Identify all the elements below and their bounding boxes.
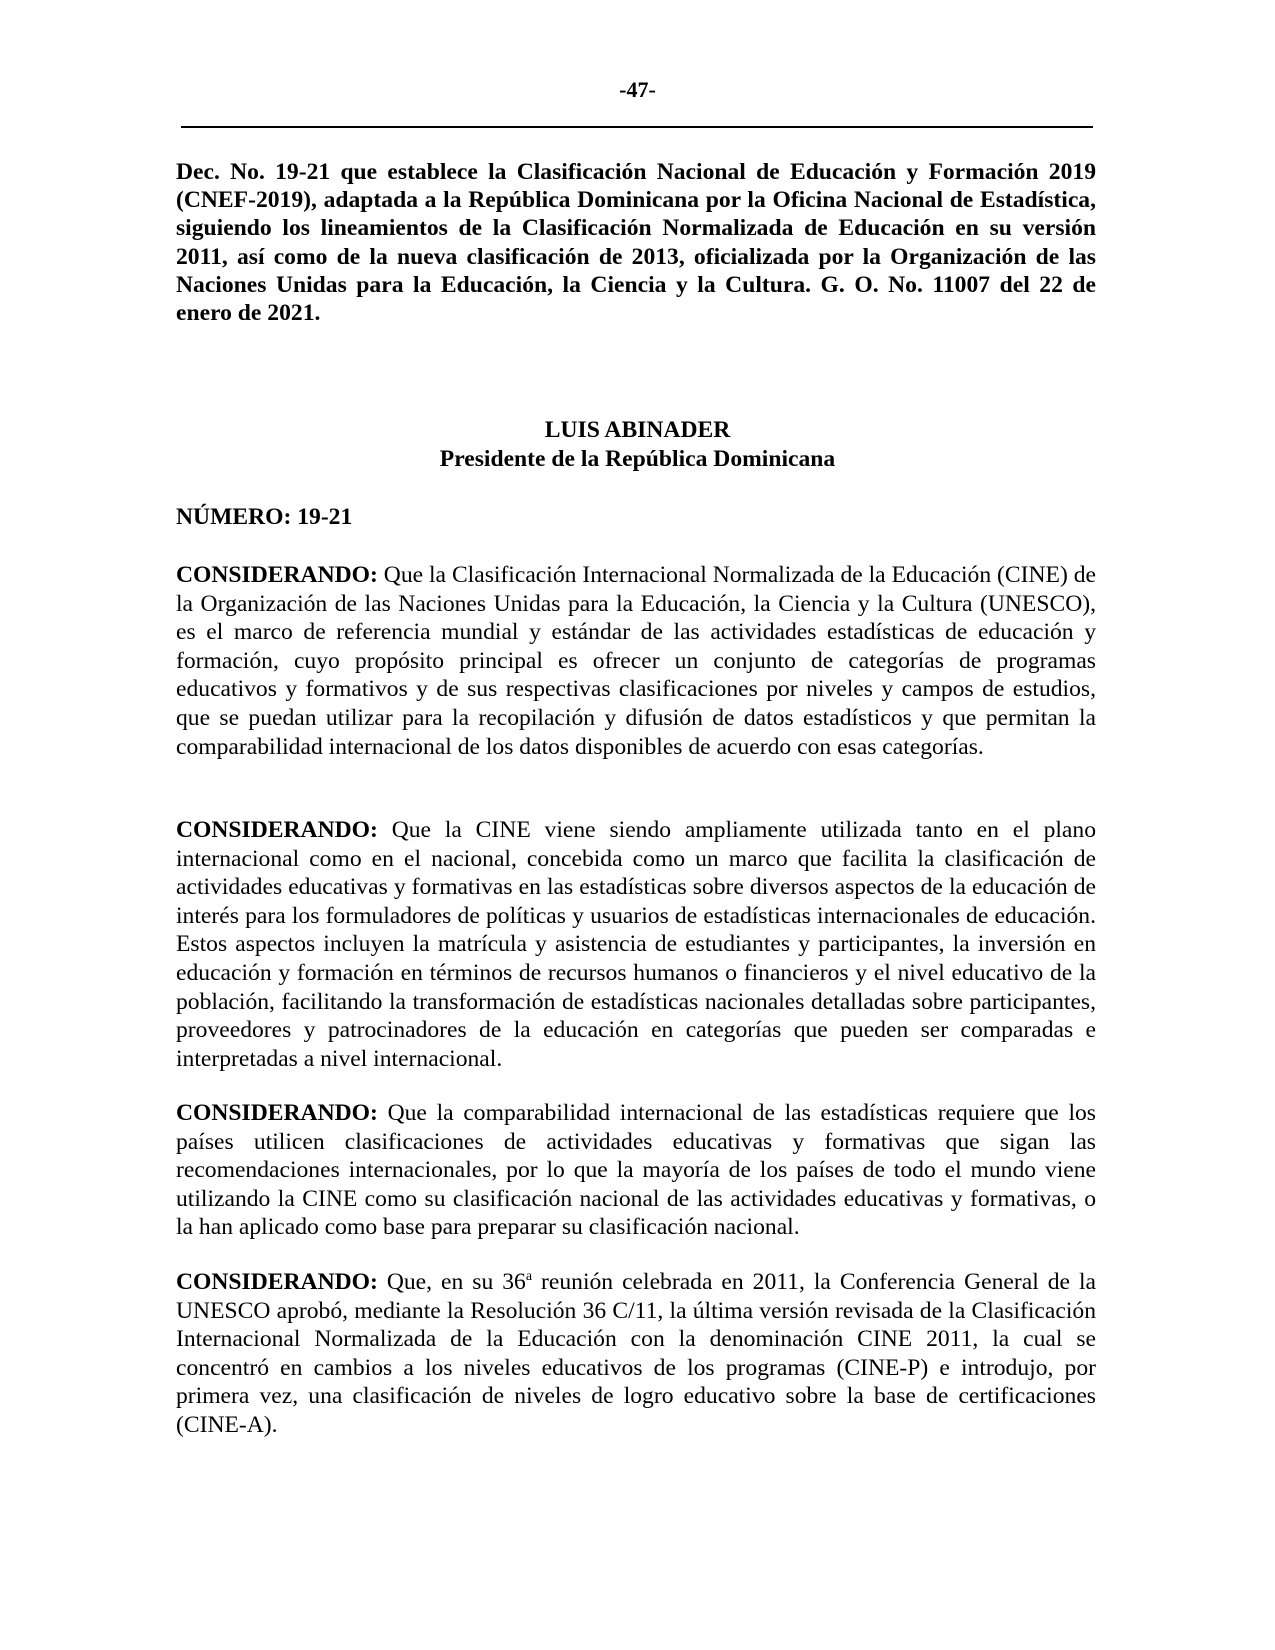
considerando-paragraph	[176, 1099, 1096, 1242]
considerando-text-end: reunión celebrada en 2011, la Conferencia General de la UNESCO aprobó, mediante la Resolución 36 C/11, la última versión revisada de la Clasificación Internacional Normalizada de la Educación con la denominación CINE 2011, la cual se concentró en cambios a los niveles educativos de los programas (CINE-P) e introdujo, por primera vez, una clasificación de niveles de logro educativo sobre la base de certificaciones (CINE-A).	[176, 1269, 1096, 1438]
considerando-label: CONSIDERANDO:	[176, 1100, 378, 1126]
page-number: -47-	[619, 77, 656, 102]
considerando-paragraph	[176, 816, 1096, 1073]
considerando-text-start: Que, en su 36	[377, 1269, 526, 1295]
considerando-text: Que la CINE viene siendo ampliamente utilizada tanto en el plano internacional como en el nacional, concebida como un marco que facilita la clasificación de actividades educativas y formativas en las estadísticas sobre diversos aspectos de la educación de interés para los formuladores de políticas y usuarios de estadísticas internacionales de educación. Estos aspectos incluyen la matrícula y asistencia de estudiantes y participantes, la inversión en educación y formación en términos de recursos humanos o financieros y el nivel educativo de la población, facilitando la transformación de estadísticas nacionales detalladas sobre participantes, proveedores y patrocinadores de la educación en categorías que pueden ser comparadas e interpretadas a nivel internacional.	[176, 817, 1096, 1072]
ordinal-superscript: a	[525, 1269, 533, 1285]
decree-title: Dec. No. 19-21 que establece la Clasificación Nacional de Educación y Formación 2019 (CNEF-2019), adaptada a la República Dominicana por la Oficina Nacional de Estadística, siguiendo los lineamientos de la Clasificación Normalizada de Educación en su versión 2011, así como de la nueva clasificación de 2013, oficializada por la Organización de las Naciones Unidas para la Educación, la Ciencia y la Cultura. G. O. No. 11007 del 22 de enero de 2021.	[176, 159, 1096, 327]
considerando-text: Que la comparabilidad internacional de las estadísticas requiere que los países utilicen clasificaciones de actividades educativas y formativas que sigan las recomendaciones internacionales, por lo que la mayoría de los países de todo el mundo viene utilizando la CINE como su clasificación nacional de las actividades educativas y formativas, o la han aplicado como base para preparar su clasificación nacional.	[176, 1100, 1096, 1241]
decree-number: NÚMERO: 19-21	[176, 504, 353, 530]
considerando-label: CONSIDERANDO:	[176, 562, 378, 588]
header-divider	[181, 126, 1093, 128]
signatory-block	[0, 416, 1275, 473]
considerando-paragraph	[176, 1268, 1096, 1440]
considerando-text: Que la Clasificación Internacional Normalizada de la Educación (CINE) de la Organización de las Naciones Unidas para la Educación, la Ciencia y la Cultura (UNESCO), es el marco de referencia mundial y estándar de las actividades estadísticas de educación y formación, cuyo propósito principal es ofrecer un conjunto de categorías de programas educativos y formativos y de sus respectivas clasificaciones por niveles y campos de estudios, que se puedan utilizar para la recopilación y difusión de datos estadísticos y que permitan la comparabilidad internacional de los datos disponibles de acuerdo con esas categorías.	[176, 562, 1096, 760]
considerando-paragraph	[176, 561, 1096, 761]
signatory-position: Presidente de la República Dominicana	[439, 445, 836, 472]
considerando-label: CONSIDERANDO:	[176, 817, 378, 843]
considerando-label: CONSIDERANDO:	[176, 1269, 378, 1295]
signatory-name: LUIS ABINADER	[544, 417, 731, 443]
